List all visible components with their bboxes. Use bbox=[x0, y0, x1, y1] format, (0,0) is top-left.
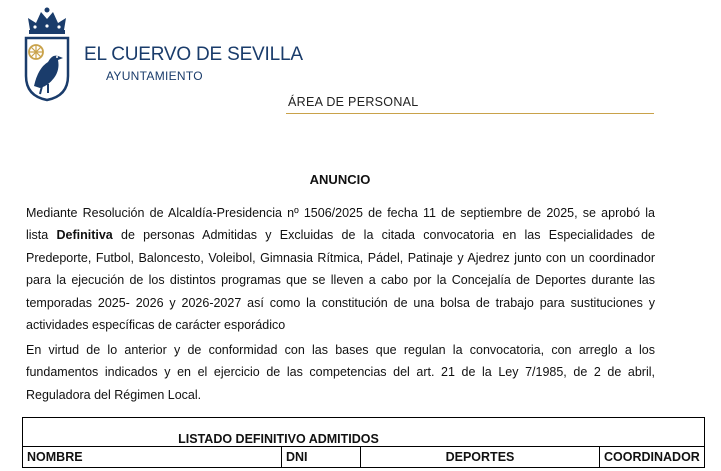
header-rule bbox=[286, 113, 654, 114]
department-label: ÁREA DE PERSONAL bbox=[288, 95, 419, 109]
col-header-dni: DNI bbox=[282, 447, 361, 468]
col-header-nombre: NOMBRE bbox=[23, 447, 282, 468]
table-header-row bbox=[23, 447, 705, 468]
document-title: ANUNCIO bbox=[309, 172, 371, 187]
col-header-deportes: DEPORTES bbox=[361, 447, 600, 468]
crest-logo bbox=[22, 6, 72, 102]
table-caption: LISTADO DEFINITIVO ADMITIDOS bbox=[23, 418, 705, 447]
crow-crest-icon bbox=[22, 6, 72, 102]
paragraph-resolution bbox=[26, 202, 655, 336]
p1-text-start: Mediante Resolución de Alcaldía-Presidencia nº 1506/2025 de fecha 11 de septiembre de 2025, se aprobó la lista bbox=[26, 206, 655, 243]
brand-name: EL CUERVO DE SEVILLA bbox=[84, 44, 303, 65]
p1-text-end: de personas Admitidas y Excluidas de la citada convocatoria en las Especialidades de Predeporte, Futbol, Baloncesto, Voleibol, Gimnasia Rítmica, Pádel, Patinaje y Ajedrez junto con un coordinador para la ejecución de los distintos programas que se lleven a cabo por la Concejalía de Deportes durante las temporadas 2025- 2026 y 2026-2027 así como la constitución de una bolsa de trabajo para sustituciones y actividades específicas de carácter esporádico bbox=[26, 228, 655, 333]
admitted-table bbox=[22, 417, 705, 468]
p1-bold-keyword: Definitiva bbox=[56, 228, 113, 243]
brand-subtitle: AYUNTAMIENTO bbox=[106, 69, 203, 83]
col-header-coordinador: COORDINADOR bbox=[600, 447, 705, 468]
paragraph-competences: En virtud de lo anterior y de conformidad con las bases que regulan la convocatoria, con arreglo a los fundamentos indicados y en el ejercicio de las competencias del art. 21 de la Ley 7/1985, de 2 de abril, Reguladora del Régimen Local. bbox=[26, 343, 655, 402]
